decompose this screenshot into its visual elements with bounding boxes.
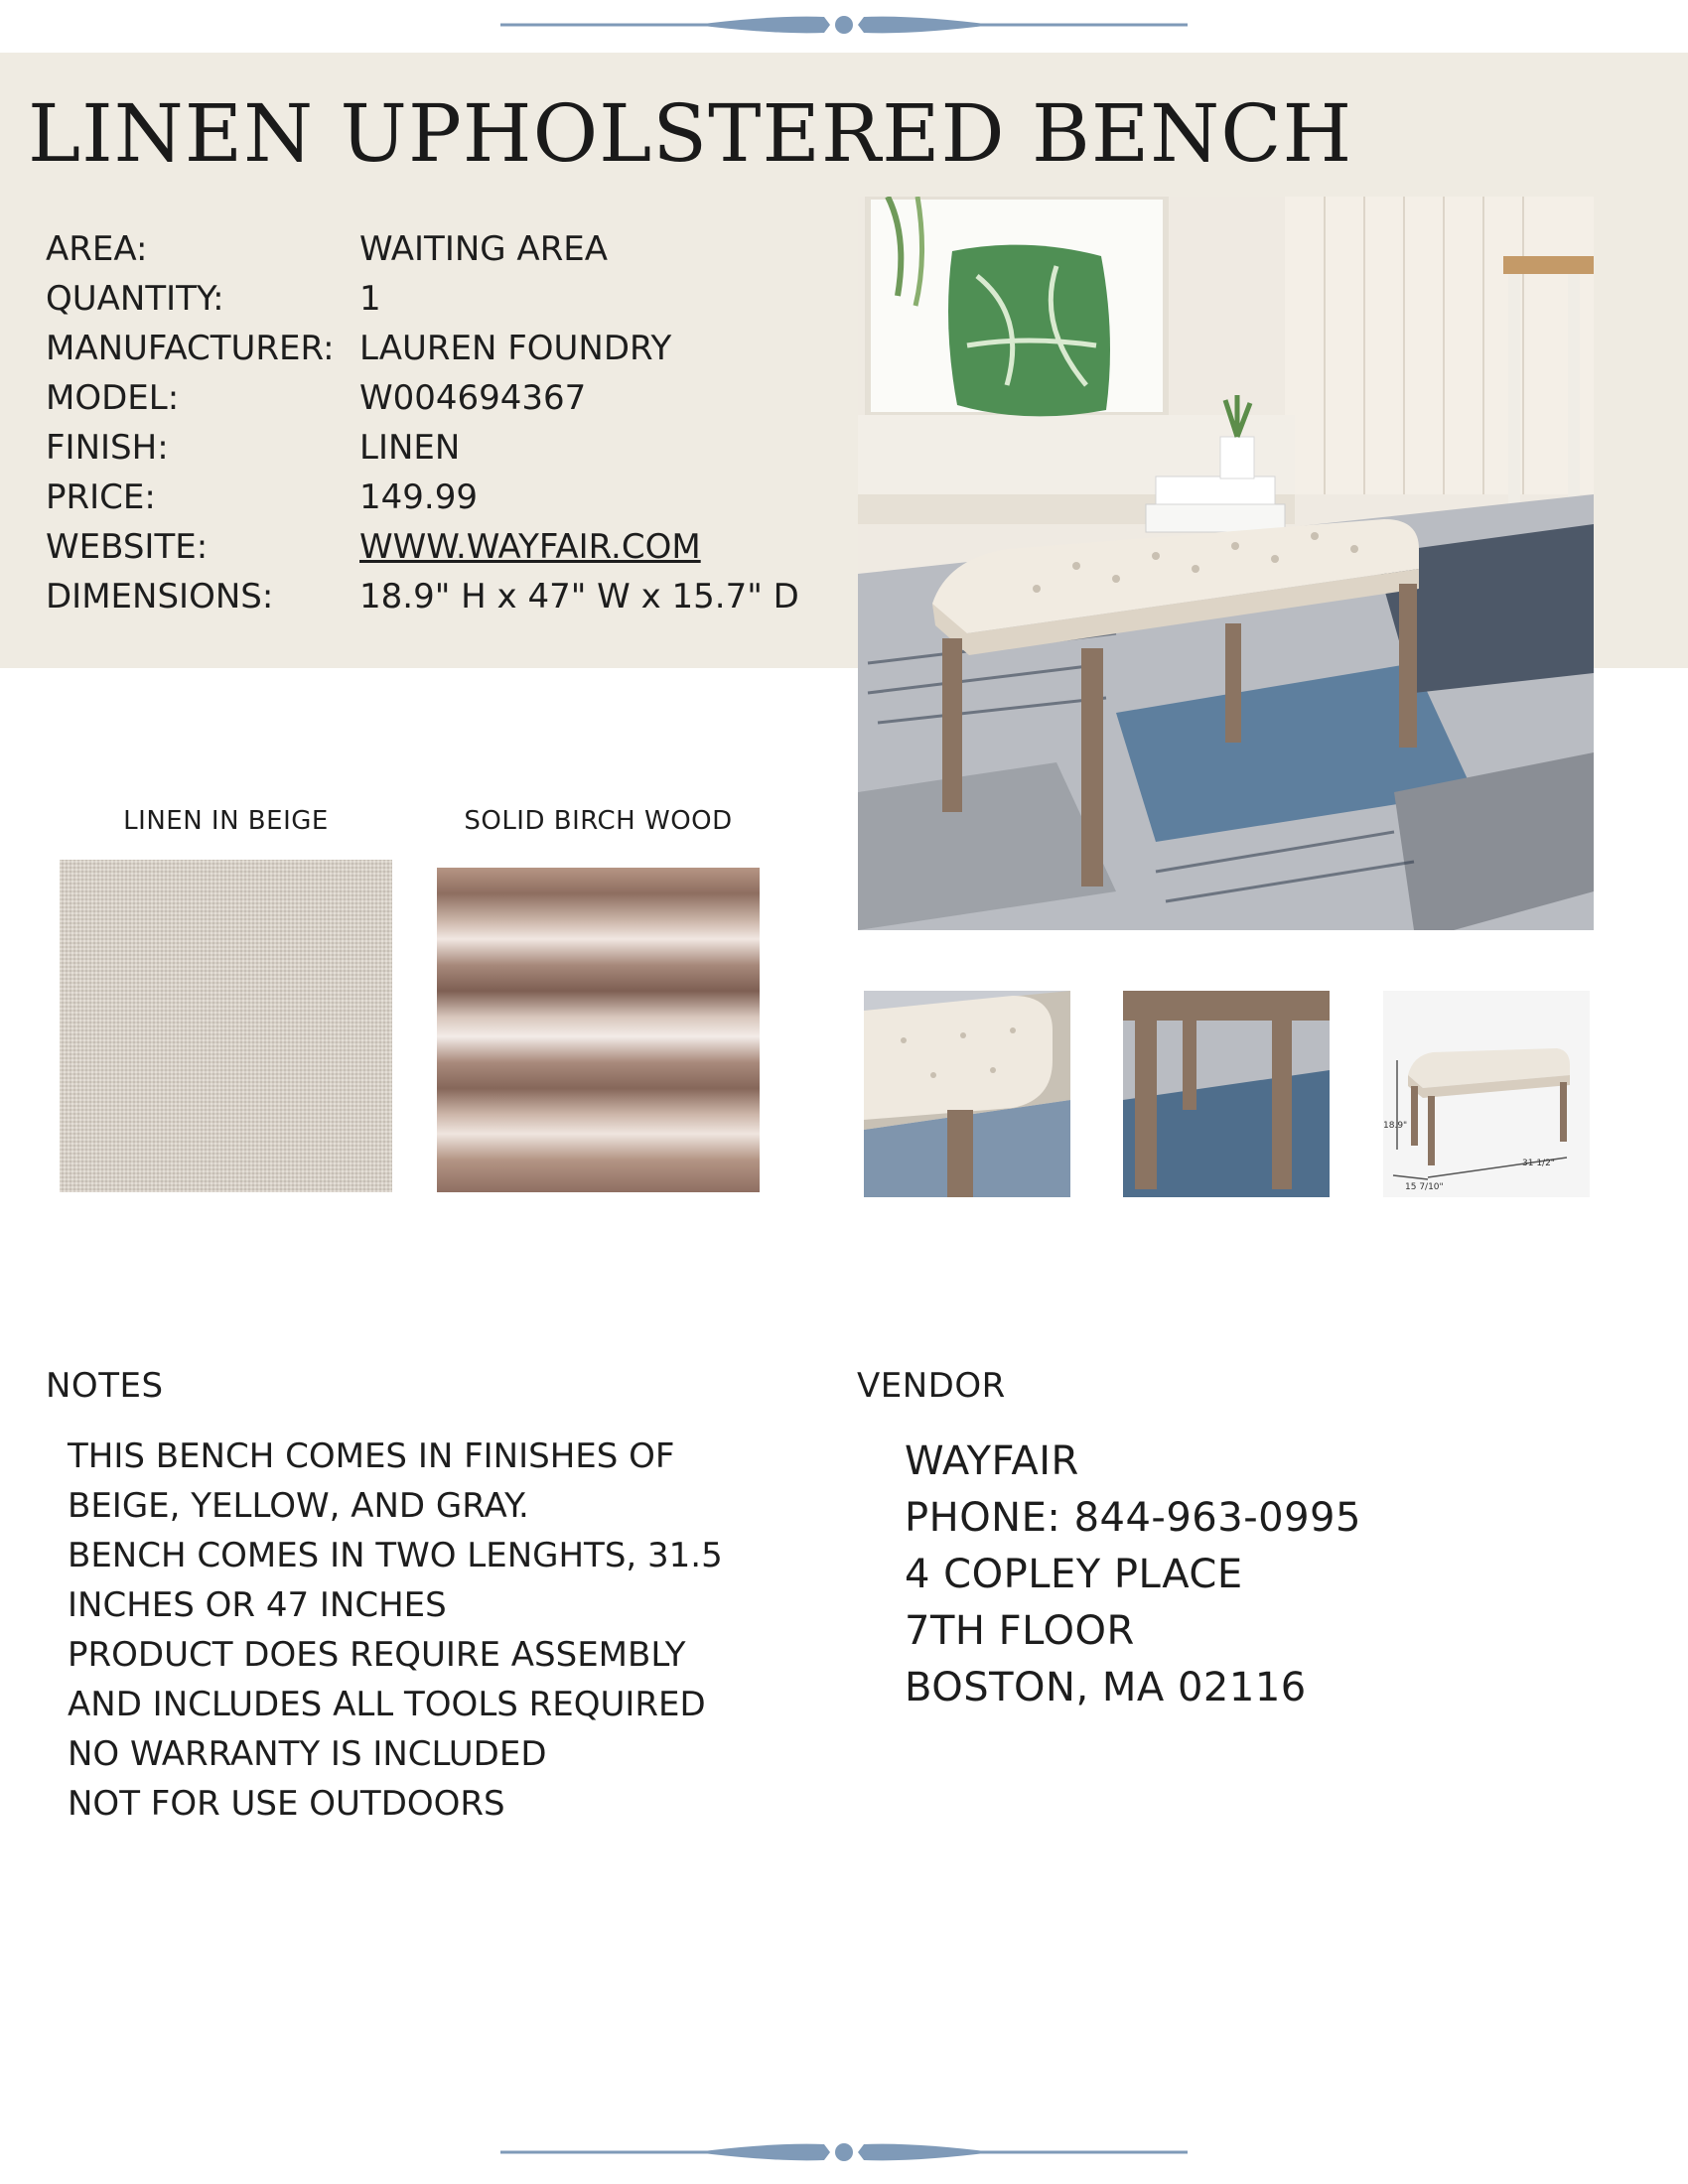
spec-value: 149.99	[359, 478, 478, 517]
spec-row-dimensions	[46, 572, 799, 621]
spec-row-finish	[46, 423, 799, 473]
notes-line: NOT FOR USE OUTDOORS	[68, 1784, 505, 1824]
spec-label: WEBSITE:	[46, 527, 209, 567]
dim-depth-label: 15 7/10"	[1405, 1182, 1444, 1192]
ornament-divider-top	[496, 10, 1192, 40]
notes-line: BENCH COMES IN TWO LENGHTS, 31.5	[68, 1536, 723, 1575]
vendor-info	[905, 1433, 1361, 1716]
vendor-address-line2: 7TH FLOOR	[905, 1608, 1135, 1654]
dim-width-label: 31 1/2"	[1522, 1159, 1555, 1168]
spec-label: MODEL:	[46, 378, 180, 418]
spec-label: QUANTITY:	[46, 279, 224, 319]
notes-heading: NOTES	[46, 1366, 164, 1406]
product-thumbnail-dimensions[interactable]	[1383, 991, 1590, 1197]
vendor-address-line1: 4 COPLEY PLACE	[905, 1552, 1243, 1597]
notes-line: BEIGE, YELLOW, AND GRAY.	[68, 1486, 529, 1526]
notes-line: AND INCLUDES ALL TOOLS REQUIRED	[68, 1685, 706, 1724]
dim-height-label: 18.9"	[1383, 1121, 1408, 1131]
product-thumbnail-legs[interactable]	[1123, 991, 1330, 1197]
product-photo-main	[858, 197, 1594, 930]
spec-row-area	[46, 224, 799, 274]
spec-row-quantity	[46, 274, 799, 324]
website-link[interactable]: WWW.WAYFAIR.COM	[359, 527, 701, 567]
vendor-city: BOSTON, MA 02116	[905, 1665, 1307, 1710]
spec-value: WAITING AREA	[359, 229, 609, 269]
spec-value: LAUREN FOUNDRY	[359, 329, 672, 368]
notes-line: INCHES OR 47 INCHES	[68, 1585, 447, 1625]
spec-row-website	[46, 522, 799, 572]
page-title: LINEN UPHOLSTERED BENCH	[28, 87, 1353, 180]
notes-line: PRODUCT DOES REQUIRE ASSEMBLY	[68, 1635, 686, 1675]
spec-value: LINEN	[359, 428, 461, 468]
swatch-label-wood: SOLID BIRCH WOOD	[464, 806, 733, 836]
wood-swatch	[437, 868, 760, 1192]
product-thumbnail-cushion[interactable]	[864, 991, 1070, 1197]
spec-row-price	[46, 473, 799, 522]
spec-label: MANUFACTURER:	[46, 329, 335, 368]
spec-table	[46, 224, 799, 621]
notes-line: NO WARRANTY IS INCLUDED	[68, 1734, 547, 1774]
spec-row-model	[46, 373, 799, 423]
spec-value: 18.9" H x 47" W x 15.7" D	[359, 577, 799, 616]
spec-row-manufacturer	[46, 324, 799, 373]
vendor-name: WAYFAIR	[905, 1438, 1079, 1484]
spec-value: W004694367	[359, 378, 587, 418]
spec-label: PRICE:	[46, 478, 156, 517]
ornament-divider-bottom	[496, 2137, 1192, 2167]
spec-label: AREA:	[46, 229, 148, 269]
notes-line: THIS BENCH COMES IN FINISHES OF	[68, 1436, 675, 1476]
spec-label: FINISH:	[46, 428, 169, 468]
spec-label: DIMENSIONS:	[46, 577, 274, 616]
vendor-phone: PHONE: 844-963-0995	[905, 1495, 1361, 1541]
notes-list	[68, 1432, 782, 1829]
spec-value: 1	[359, 279, 381, 319]
swatch-label-linen: LINEN IN BEIGE	[123, 806, 329, 836]
linen-swatch	[60, 860, 392, 1192]
vendor-heading: VENDOR	[857, 1366, 1006, 1406]
